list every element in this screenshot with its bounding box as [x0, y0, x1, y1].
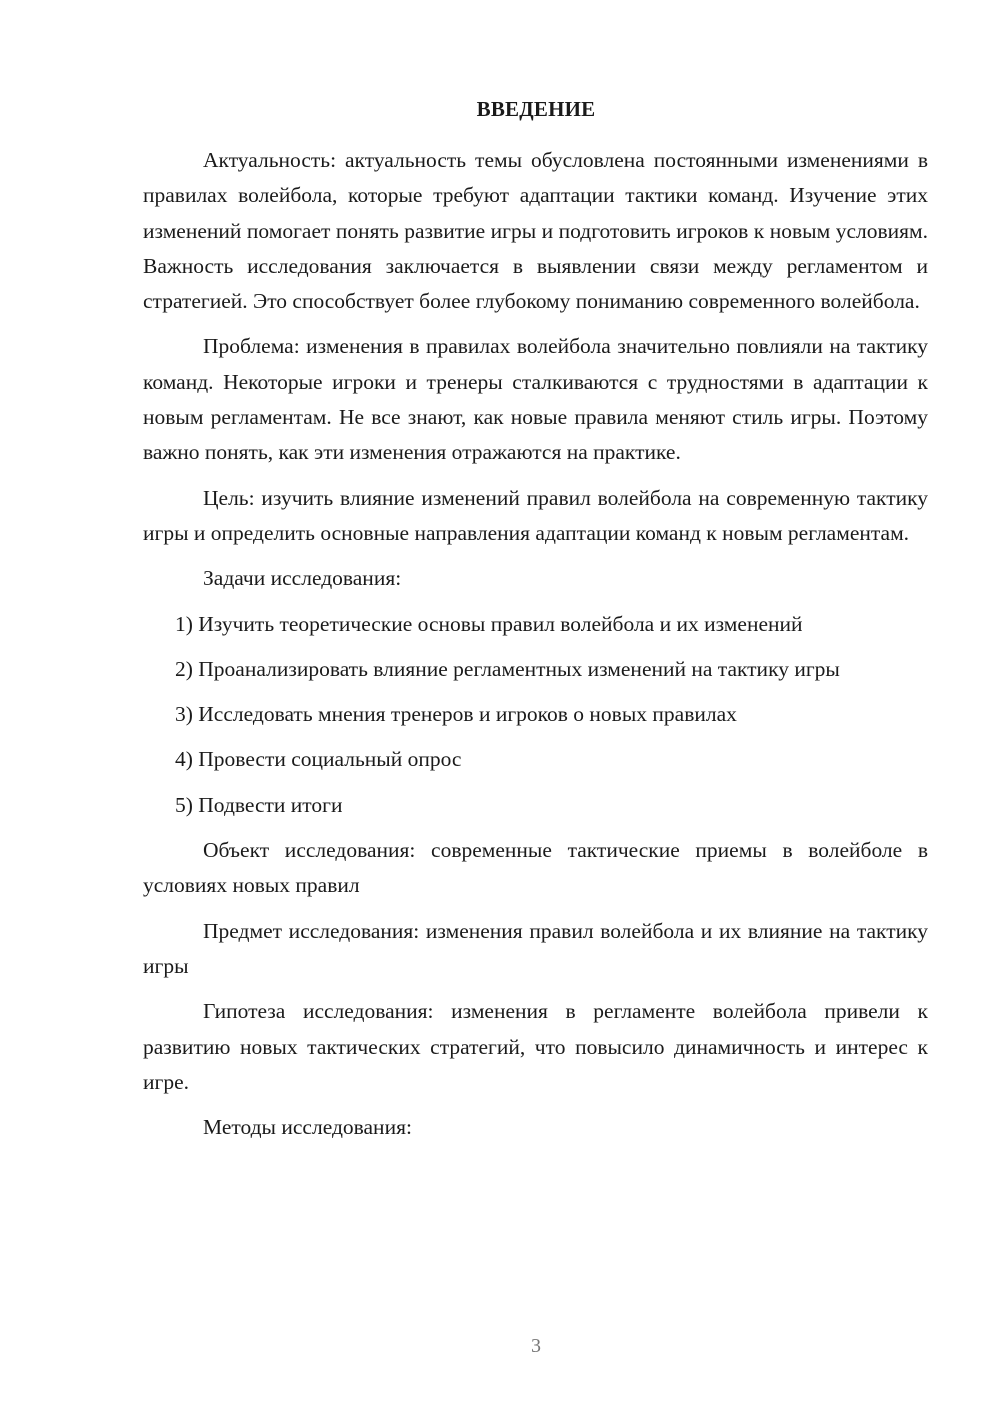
page-title: ВВЕДЕНИЕ — [476, 97, 596, 121]
methods-heading: Методы исследования: — [203, 1115, 412, 1140]
tasks-heading: Задачи исследования: — [203, 566, 402, 591]
paragraph-problem: Проблема: изменения в правилах волейбола значительно повлияли на тактику команд. Некоторые игроки и тренеры сталкиваются с трудностями в адаптации к новым регламентам. Не все знают, как новые правила меняют стиль игры. Поэтому важно понять, как эти изменения отражаются на практике. — [143, 334, 928, 465]
task-item-5: 5) Подвести итоги — [175, 792, 343, 817]
task-item-4: 4) Провести социальный опрос — [175, 747, 462, 772]
page-number: 3 — [531, 1335, 541, 1357]
paragraph-object: Объект исследования: современные тактические приемы в волейболе в условиях новых правил — [143, 838, 928, 898]
document-body — [143, 143, 928, 1155]
paragraph-hypothesis: Гипотеза исследования: изменения в регламенте волейбола привели к развитию новых тактических стратегий, что повысило динамичность и интерес к игре. — [143, 999, 928, 1094]
paragraph-relevance: Актуальность: актуальность темы обусловлена постоянными изменениями в правилах волейбола, которые требуют адаптации тактики команд. Изучение этих изменений помогает понять развитие игры и подготовить игроков к новым условиям. Важность исследования заключается в выявлении связи между регламентом и стратегией. Это способствует более глубокому пониманию современного волейбола. — [143, 148, 928, 314]
paragraph-subject: Предмет исследования: изменения правил волейбола и их влияние на тактику игры — [143, 918, 928, 978]
paragraph-goal: Цель: изучить влияние изменений правил волейбола на современную тактику игры и определить основные направления адаптации команд к новым регламентам. — [143, 485, 928, 545]
task-item-2: 2) Проанализировать влияние регламентных изменений на тактику игры — [175, 656, 840, 681]
task-item-3: 3) Исследовать мнения тренеров и игроков о новых правилах — [175, 702, 737, 727]
task-item-1: 1) Изучить теоретические основы правил волейбола и их изменений — [175, 611, 803, 636]
